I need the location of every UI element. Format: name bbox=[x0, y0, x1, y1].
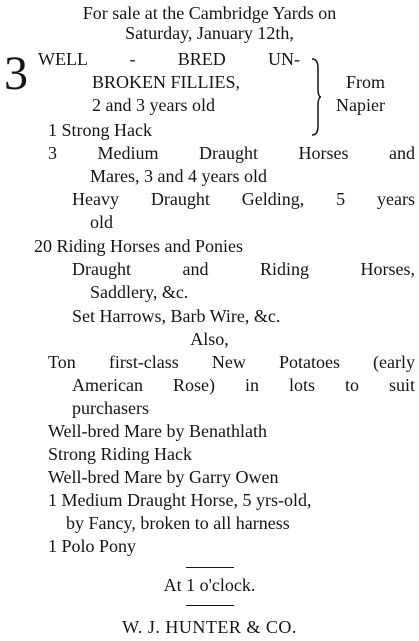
item-strong-hack: 1 Strong Hack bbox=[48, 120, 152, 140]
item-harrows: Set Harrows, Barb Wire, &c. bbox=[72, 306, 281, 326]
item-polo-pony: 1 Polo Pony bbox=[48, 536, 137, 556]
fillies-line-3: 2 and 3 years old bbox=[92, 95, 215, 115]
brace-icon bbox=[310, 58, 322, 136]
auctioneer-name: W. J. HUNTER & CO. bbox=[122, 617, 297, 637]
item-mare-benathlath: Well-bred Mare by Benathlath bbox=[48, 421, 267, 441]
item-draught-line-2: Mares, 3 and 4 years old bbox=[90, 166, 267, 186]
from-label: From bbox=[346, 72, 386, 92]
item-draught-line-1: 3 Medium Draught Horses and bbox=[48, 143, 415, 163]
item-medium-horse-line-2: by Fancy, broken to all harness bbox=[66, 513, 290, 533]
item-mare-garry-owen: Well-bred Mare by Garry Owen bbox=[48, 467, 279, 487]
fillies-line-2: BROKEN FILLIES, bbox=[92, 72, 240, 92]
item-medium-horse-line-1: 1 Medium Draught Horse, 5 yrs-old, bbox=[48, 490, 312, 510]
fillies-count: 3 bbox=[4, 47, 28, 100]
item-potatoes-line-2: American Rose) in lots to suit bbox=[72, 375, 415, 395]
divider bbox=[186, 567, 234, 568]
item-potatoes-line-3: purchasers bbox=[72, 398, 149, 418]
item-gelding-line-2: old bbox=[90, 212, 114, 232]
header-line-2: Saturday, January 12th, bbox=[125, 23, 294, 43]
item-saddlery-line-2: Saddlery, &c. bbox=[90, 282, 189, 302]
item-strong-riding-hack: Strong Riding Hack bbox=[48, 444, 192, 464]
header-line-1: For sale at the Cambridge Yards on bbox=[82, 3, 337, 23]
also-heading: Also, bbox=[190, 329, 229, 349]
fillies-line-1: WELL - BRED UN- bbox=[38, 49, 300, 69]
divider bbox=[186, 605, 234, 606]
item-riding-horses: 20 Riding Horses and Ponies bbox=[34, 236, 243, 256]
sale-time: At 1 o'clock. bbox=[163, 575, 256, 595]
item-potatoes-line-1: Ton first-class New Potatoes (early bbox=[48, 352, 415, 372]
item-gelding-line-1: Heavy Draught Gelding, 5 years bbox=[72, 189, 415, 209]
from-place: Napier bbox=[336, 95, 385, 115]
item-saddlery-line-1: Draught and Riding Horses, bbox=[72, 259, 415, 279]
